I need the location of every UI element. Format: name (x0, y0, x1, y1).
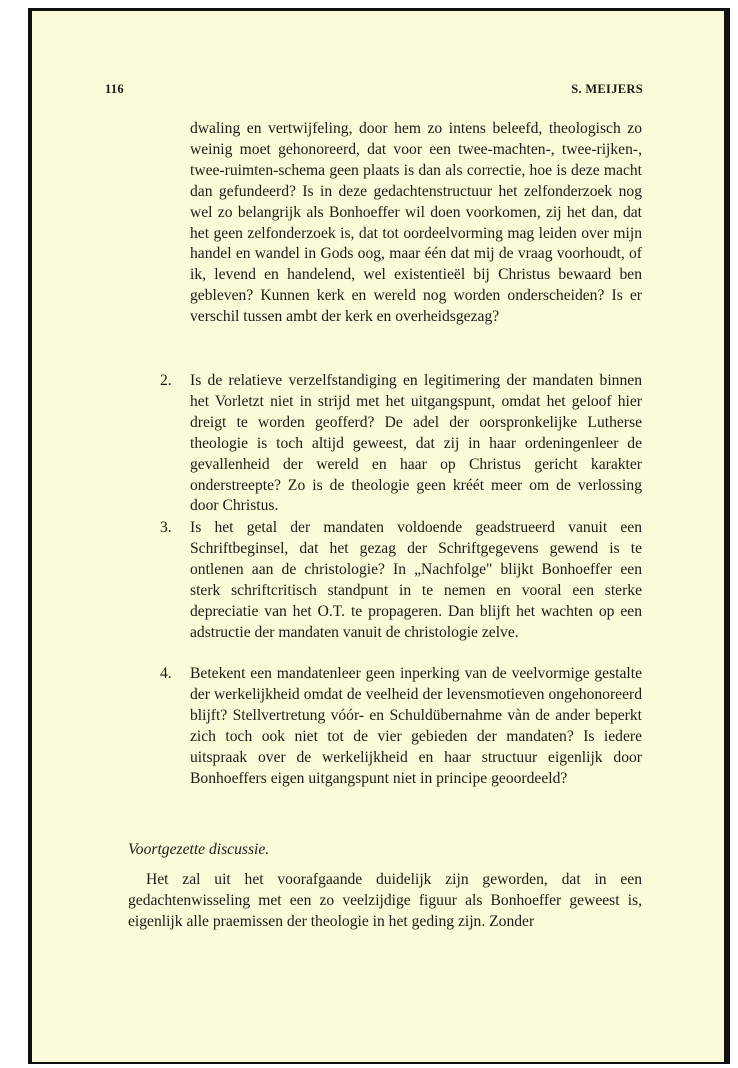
list-item-number: 2. (160, 372, 172, 389)
section-heading: Voortgezette discussie. (128, 841, 270, 858)
list-item-text: Is de relatieve verzelfstandiging en legitimering der mandaten binnen het Vorletzt niet in strijd met het uitgangspunt, omdat het geloof hier dreigt te worden geofferd? De adel der oorspronkelijke Lutherse theologie is toch altijd geweest, dat zij in haar ordeningenleer de gevallenheid der wereld en haar op Christus gericht karakter onderstreepte? Zo is de theologie geen kréét meer om de verlossing door Christus. (190, 372, 642, 515)
list-item-number: 3. (160, 519, 172, 536)
list-item-text: Betekent een mandatenleer geen inperking van de veelvormige gestalte der werkelijkheid omdat de veelheid der levensmotieven ongehonoreerd blijft? Stellvertretung vóór- en Schuldübernahme vàn de ander beperkt zich toch ook niet tot de vier gebieden der mandaten? Is iedere uitspraak over de werkelijkheid en haar structuur eigenlijk door Bonhoeffers eigen uitgangspunt niet in principe geoordeeld? (190, 665, 642, 787)
page-number: 116 (105, 82, 124, 96)
list-item-number: 4. (160, 665, 172, 682)
intro-paragraph: dwaling en vertwijfeling, door hem zo intens beleefd, theologisch zo weinig moet gehonoreerd, dat voor een twee-machten-, twee-rijken-, twee-ruimten-schema geen plaats is dan als correctie, hoe is deze macht dan gefundeerd? Is in deze gedachtenstructuur het zelfonderzoek nog wel zo belangrijk als Bonhoeffer wil doen voorkomen, zij het dan, dat het geen zelfonderzoek is, dat tot oordeelvorming mag leiden over mijn handel en wandel in Gods oog, maar één dat mij de vraag voorhoudt, of ik, levend en handelend, wel existentieël bij Christus bewaard ben gebleven? Kunnen kerk en wereld nog worden onderscheiden? Is er verschil tussen ambt der kerk en overheidsgezag? (190, 120, 642, 326)
page-header (105, 82, 643, 98)
running-head: S. MEIJERS (571, 82, 643, 96)
list-item-text: Is het getal der mandaten voldoende geadstrueerd vanuit een Schriftbeginsel, dat het gezag der Schriftgegevens gewend is te ontlenen aan de christologie? In „Nachfolge" blijkt Bonhoeffer een sterk schriftcritisch standpunt in te nemen en vooral een sterke depreciatie van het O.T. te propageren. Dan blijft het wachten op een adstructie der mandaten vanuit de christologie zelve. (190, 519, 642, 641)
closing-paragraph: Het zal uit het voorafgaande duidelijk zijn geworden, dat in een gedachtenwisseling met een zo veelzijdige figuur als Bonhoeffer geweest is, eigenlijk alle praemissen der theologie in het geding zijn. Zonder (128, 871, 642, 930)
